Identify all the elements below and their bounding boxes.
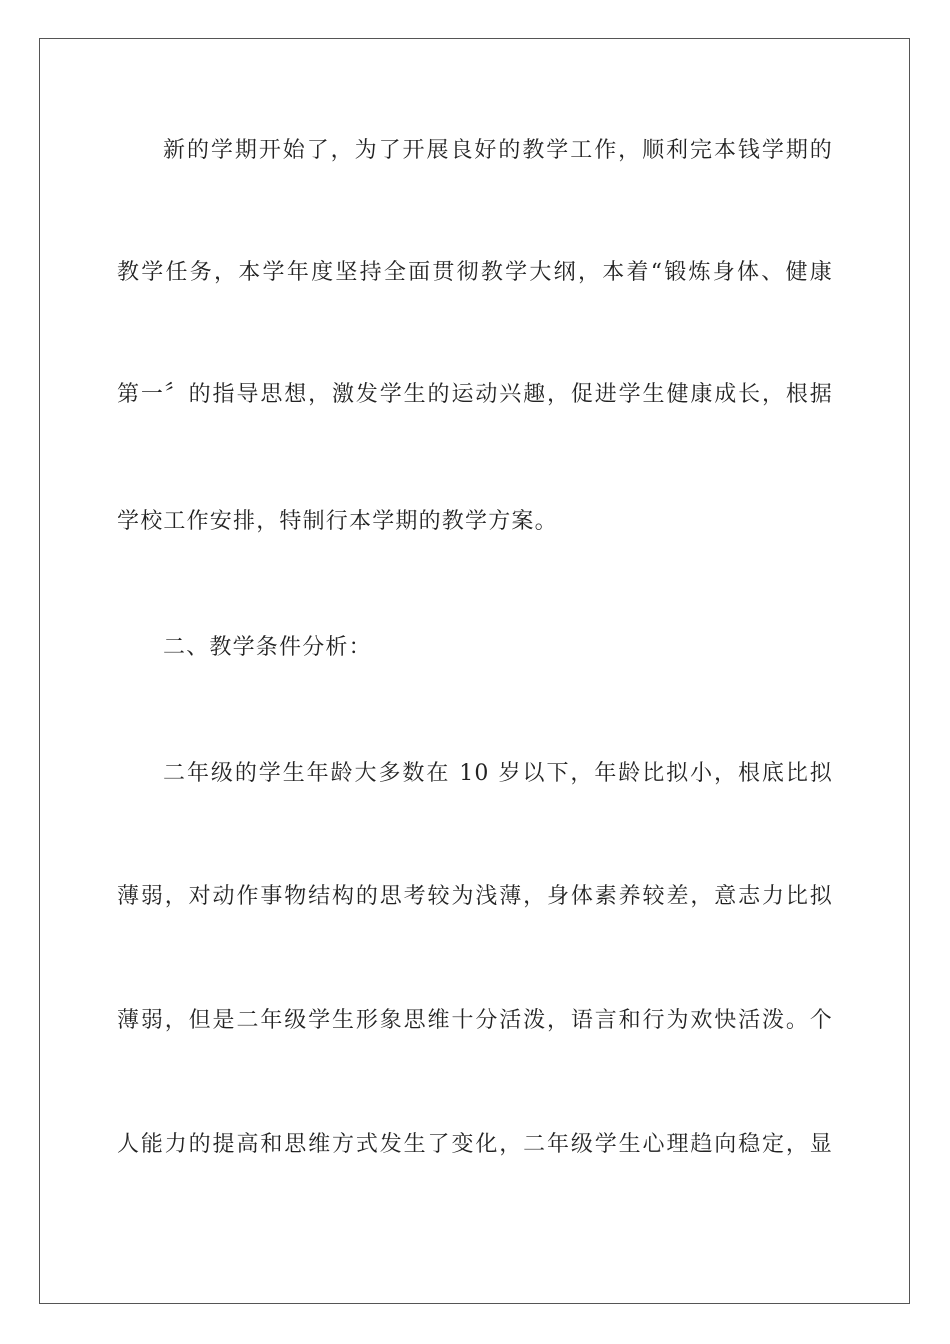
paragraph-1-line-3: 第一〞的指导思想，激发学生的运动兴趣，促进学生健康成长，根据 [117,382,833,407]
section-heading: 二、教学条件分析： [163,635,372,660]
paragraph-1-line-4: 学校工作安排，特制行本学期的教学方案。 [117,509,558,534]
page-border [39,38,910,1304]
paragraph-1-line-2: 教学任务，本学年度坚持全面贯彻教学大纲，本着“锻炼身体、健康 [117,260,833,285]
paragraph-2-line-3: 薄弱，但是二年级学生形象思维十分活泼，语言和行为欢快活泼。个 [117,1008,833,1033]
paragraph-2-line-4: 人能力的提高和思维方式发生了变化，二年级学生心理趋向稳定，显 [117,1132,833,1157]
paragraph-2-line-1: 二年级的学生年龄大多数在 10 岁以下，年龄比拟小，根底比拟 [163,761,833,786]
paragraph-2-line-2: 薄弱，对动作事物结构的思考较为浅薄，身体素养较差，意志力比拟 [117,884,833,909]
paragraph-1-line-1: 新的学期开始了，为了开展良好的教学工作，顺利完本钱学期的 [163,138,833,163]
